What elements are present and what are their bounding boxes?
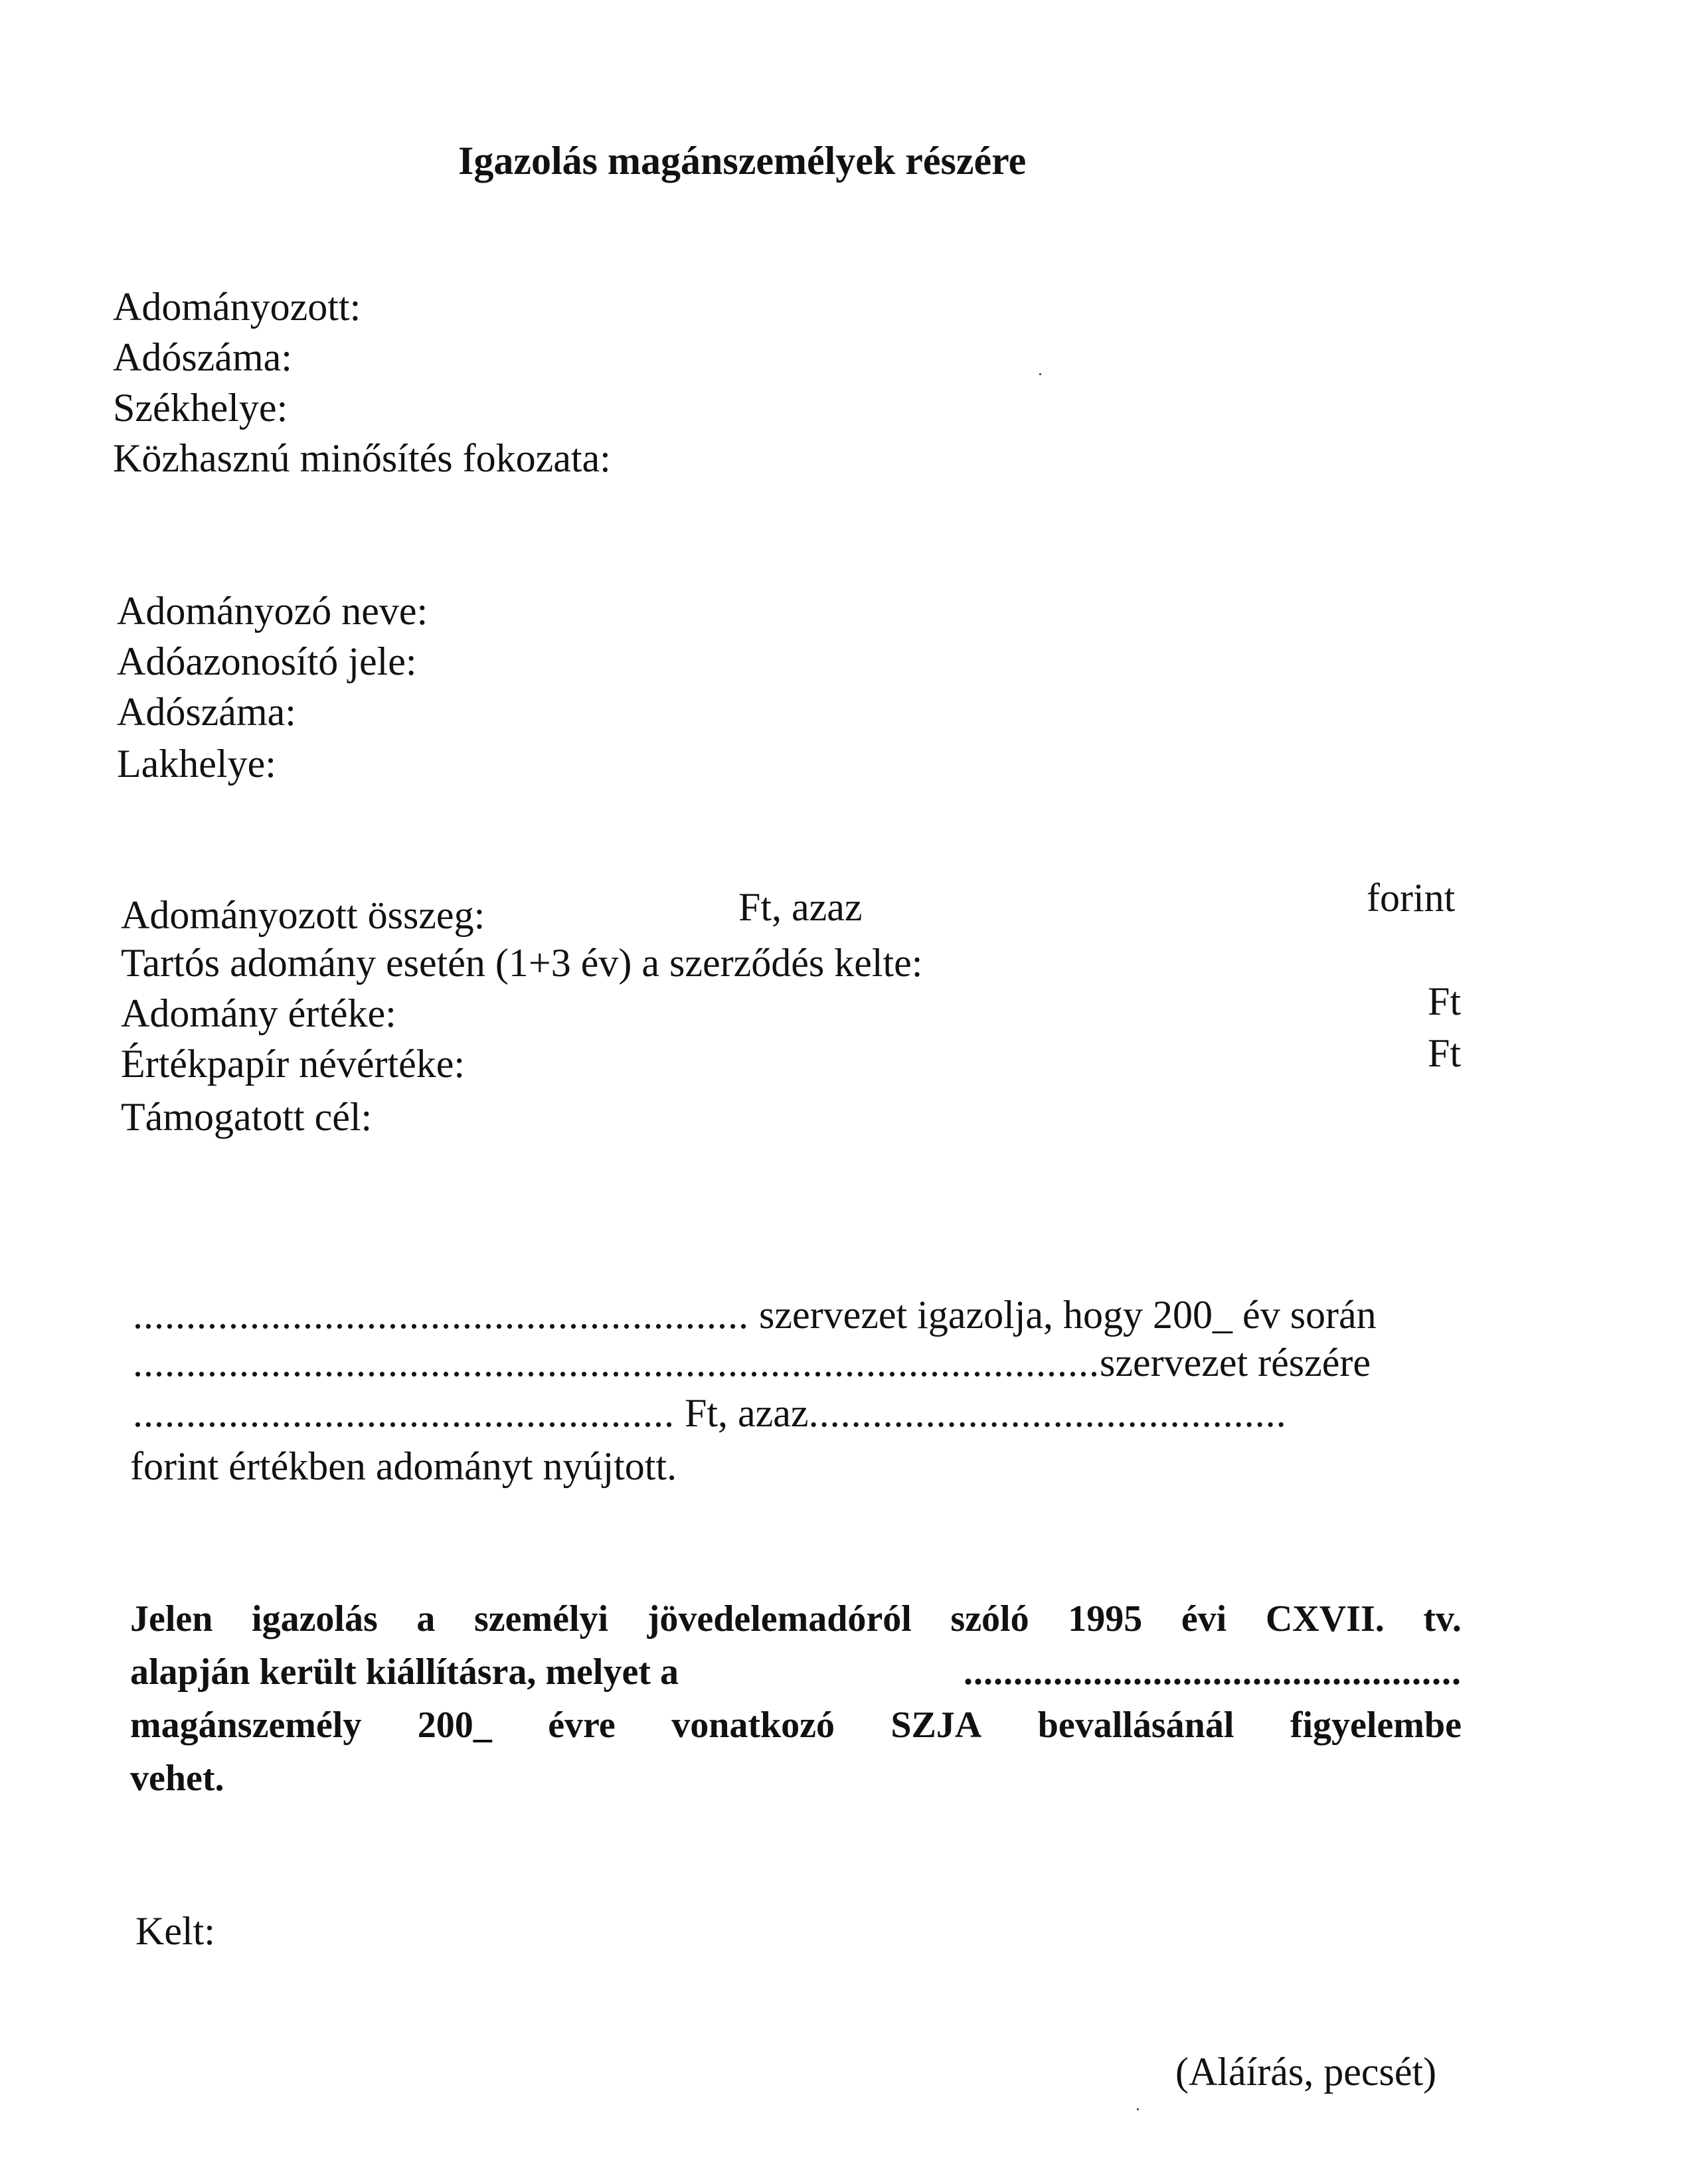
cert-line-3-dots: ...................................................	[133, 1391, 675, 1435]
cert-line-3-dots-2: .............................................	[808, 1391, 1287, 1435]
legal-word: évre	[548, 1705, 616, 1746]
legal-line-2-text: alapján került kiállításra, melyet a	[130, 1651, 679, 1693]
scan-speck	[1137, 2108, 1139, 2110]
page-title: Igazolás magánszemélyek részére	[458, 139, 1027, 183]
donation-amount-currency: Ft, azaz	[738, 885, 863, 929]
cert-line-4: forint értékben adományt nyújtott.	[130, 1444, 677, 1488]
donor-name-label: Adományozó neve:	[117, 589, 428, 633]
donation-value-unit: Ft	[1428, 979, 1462, 1023]
legal-line-2	[130, 1645, 1462, 1699]
donor-tax-number-label: Adószáma:	[117, 690, 296, 734]
recipient-name-label: Adományozott:	[113, 285, 361, 329]
cert-line-2	[133, 1343, 1371, 1383]
legal-line-4-text: vehet.	[130, 1758, 224, 1799]
legal-word: évi	[1181, 1598, 1227, 1639]
cert-line-3-text: Ft, azaz	[685, 1391, 809, 1435]
recipient-seat-label: Székhelye:	[113, 386, 288, 430]
cert-line-1-text: szervezet igazolja, hogy 200_ év során	[759, 1293, 1377, 1337]
donation-value-label: Adomány értéke:	[121, 991, 396, 1035]
cert-line-2-text: szervezet részére	[1100, 1341, 1371, 1385]
public-benefit-label: Közhasznú minősítés fokozata:	[113, 436, 611, 480]
donation-amount-forint: forint	[1367, 876, 1456, 920]
legal-word: tv.	[1423, 1598, 1462, 1639]
legal-word: CXVII.	[1265, 1598, 1385, 1639]
legal-word: a	[416, 1598, 436, 1639]
donation-amount-label: Adományozott összeg:	[121, 893, 485, 937]
recipient-tax-number-label: Adószáma:	[113, 335, 292, 379]
legal-word: vonatkozó	[671, 1705, 835, 1746]
contract-date-label: Tartós adomány esetén (1+3 év) a szerződés kelte:	[121, 941, 923, 985]
legal-word: személyi	[473, 1598, 609, 1639]
legal-line-2-dots: ..................................................	[964, 1651, 1462, 1693]
legal-word: 200_	[417, 1705, 492, 1746]
legal-word: Jelen	[130, 1598, 213, 1639]
scan-speck	[1039, 373, 1041, 375]
cert-line-2-dots: ...........................................................................................	[133, 1341, 1100, 1385]
legal-word: bevallásánál	[1037, 1705, 1234, 1746]
legal-word: szóló	[950, 1598, 1029, 1639]
security-value-unit: Ft	[1428, 1031, 1462, 1075]
legal-word: 1995	[1068, 1598, 1143, 1639]
legal-line-1	[130, 1592, 1462, 1645]
legal-line-3	[130, 1699, 1462, 1752]
signature-label: (Aláírás, pecsét)	[1175, 2050, 1437, 2094]
legal-word: figyelembe	[1290, 1705, 1462, 1746]
legal-word: igazolás	[252, 1598, 378, 1639]
legal-paragraph	[130, 1592, 1462, 1805]
legal-word: SZJA	[890, 1705, 982, 1746]
cert-line-1-dots: ..........................................................	[133, 1293, 749, 1337]
donor-tax-id-label: Adóazonosító jele:	[117, 639, 417, 683]
supported-purpose-label: Támogatott cél:	[121, 1095, 373, 1139]
legal-word: magánszemély	[130, 1705, 362, 1746]
security-value-label: Értékpapír névértéke:	[121, 1042, 466, 1086]
donor-residence-label: Lakhelye:	[117, 742, 276, 786]
legal-line-4	[130, 1752, 1462, 1805]
cert-line-1	[133, 1295, 1377, 1335]
date-label: Kelt:	[135, 1909, 215, 1953]
legal-word: jövedelemadóról	[647, 1598, 912, 1639]
cert-line-3	[133, 1393, 1287, 1433]
